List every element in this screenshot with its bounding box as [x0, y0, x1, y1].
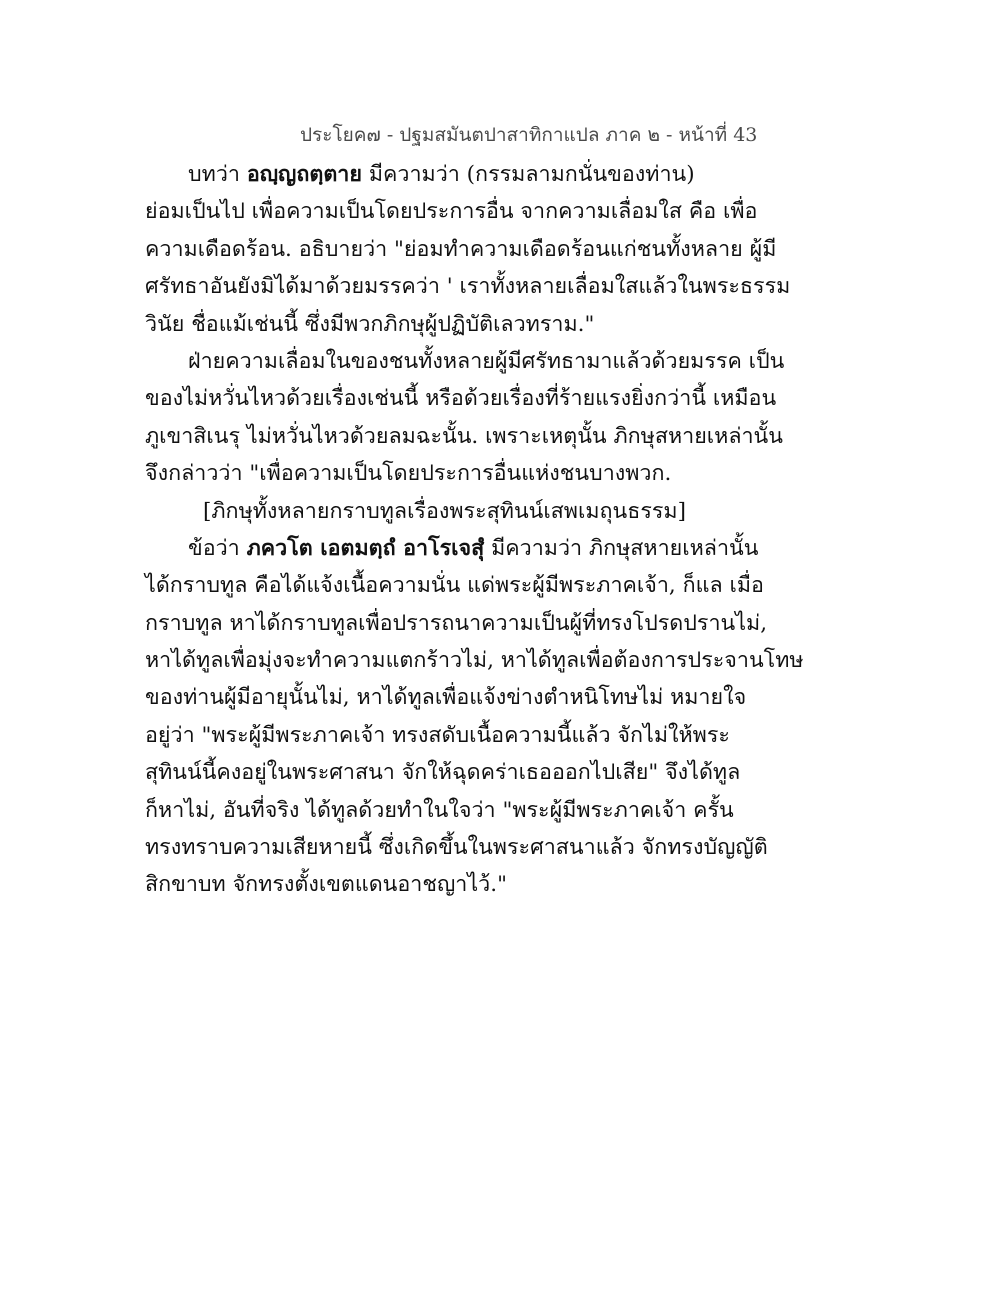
- paragraph-line: กราบทูล หาได้กราบทูลเพื่อปรารถนาความเป็นผู้ที่ทรงโปรดปรานไม่,: [145, 610, 768, 636]
- text-run: ข้อว่า: [188, 535, 247, 561]
- paragraph-line: ภูเขาสิเนรุ ไม่หวั่นไหวด้วยลมฉะนั้น. เพราะเหตุนั้น ภิกษุสหายเหล่านั้น: [145, 423, 783, 449]
- paragraph-line: จึงกล่าวว่า "เพื่อความเป็นโดยประการอื่นแห่งชนบางพวก.: [145, 461, 672, 487]
- paragraph-line: ก็หาไม่, อันที่จริง ได้ทูลด้วยทำในใจว่า "พระผู้มีพระภาคเจ้า ครั้น: [145, 797, 734, 823]
- pali-term: อญฺญถตฺตาย: [246, 162, 362, 187]
- paragraph-line: สุทินน์นี้คงอยู่ในพระศาสนา จักให้ฉุดคร่าเธอออกไปเสีย" จึงได้ทูล: [145, 760, 741, 786]
- text-run: บทว่า: [188, 162, 247, 187]
- document-body: [145, 156, 804, 904]
- text-run: มีความว่า (กรรมลามกนั่นของท่าน): [361, 162, 695, 187]
- paragraph-line: ย่อมเป็นไป เพื่อความเป็นโดยประการอื่น จากความเลื่อมใส คือ เพื่อ: [145, 199, 758, 225]
- paragraph-line: [145, 156, 745, 193]
- paragraph-line: สิกขาบท จักทรงตั้งเขตแดนอาชญาไว้.": [145, 872, 507, 898]
- paragraph-line: ของไม่หวั่นไหวด้วยเรื่องเช่นนี้ หรือด้วยเรื่องที่ร้ายแรงยิ่งกว่านี้ เหมือน: [145, 386, 777, 412]
- paragraph-line: ของท่านผู้มีอายุนั้นไม่, หาได้ทูลเพื่อแจ้งข่างตำหนิโทษไม่ หมายใจ: [145, 685, 747, 711]
- paragraph-line: ฝ่ายความเลื่อมในของชนทั้งหลายผู้มีศรัทธามาแล้วด้วยมรรค เป็น: [188, 348, 785, 374]
- pali-term: ภควโต เอตมตฺถํ อาโรเจสุํ: [246, 535, 485, 561]
- paragraph-line: หาได้ทูลเพื่อมุ่งจะทำความแตกร้าวไม่, หาได้ทูลเพื่อต้องการประจานโทษ: [145, 648, 804, 674]
- text-run: มีความว่า ภิกษุสหายเหล่านั้น: [484, 535, 759, 561]
- paragraph-line: ทรงทราบความเสียหายนี้ ซึ่งเกิดขึ้นในพระศาสนาแล้ว จักทรงบัญญัติ: [145, 835, 768, 861]
- paragraph-line: ศรัทธาอันยังมิได้มาด้วยมรรคว่า ' เราทั้งหลายเลื่อมใสแล้วในพระธรรม: [145, 274, 791, 300]
- paragraph-line: ได้กราบทูล คือได้แจ้งเนื้อความนั่น แด่พระผู้มีพระภาคเจ้า, ก็แล เมื่อ: [145, 573, 764, 599]
- paragraph-line: [145, 530, 759, 567]
- running-header: ประโยค๗ - ปฐมสมันตปาสาทิกาแปล ภาค ๒ - หน้าที่ 43: [300, 124, 758, 146]
- paragraph-line: วินัย ชื่อแม้เช่นนี้ ซึ่งมีพวกภิกษุผู้ปฏิบัติเลวทราม.": [145, 311, 595, 337]
- paragraph-line: ความเดือดร้อน. อธิบายว่า "ย่อมทำความเดือดร้อนแก่ชนทั้งหลาย ผู้มี: [145, 236, 777, 262]
- section-heading: [ภิกษุทั้งหลายกราบทูลเรื่องพระสุทินน์เสพเมถุนธรรม]: [203, 498, 686, 524]
- paragraph-line: อยู่ว่า "พระผู้มีพระภาคเจ้า ทรงสดับเนื้อความนี้แล้ว จักไม่ให้พระ: [145, 722, 730, 748]
